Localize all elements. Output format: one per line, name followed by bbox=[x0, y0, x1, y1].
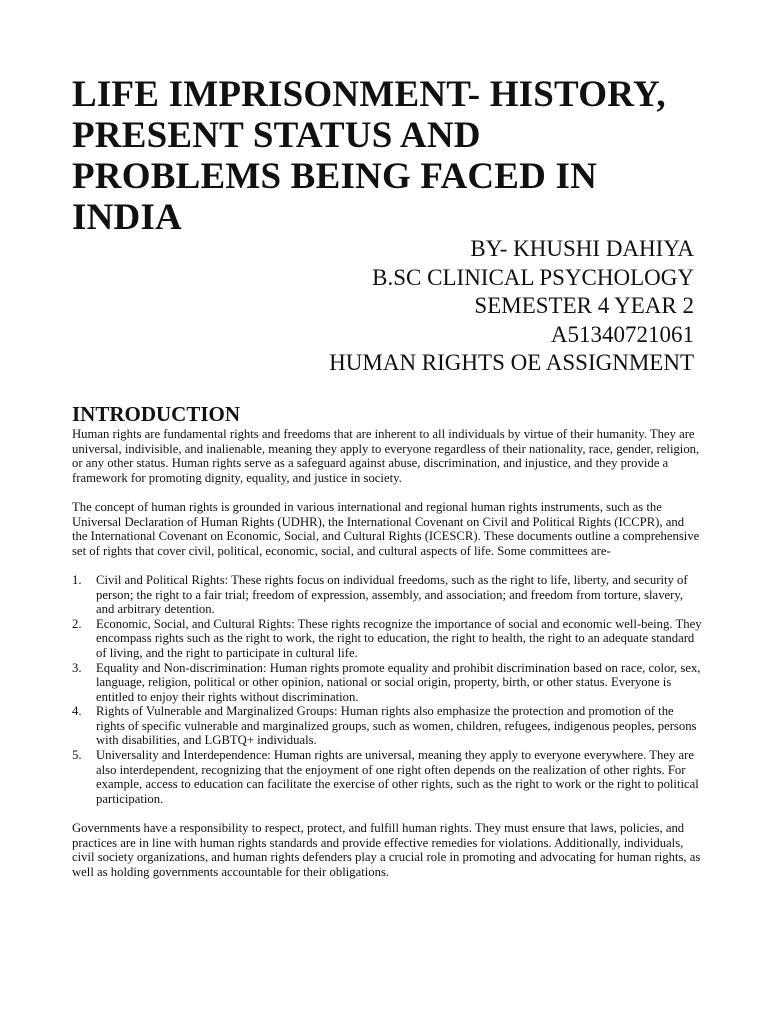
paragraph: Human rights are fundamental rights and freedoms that are inherent to all individuals by virtue of their humanity. They are universal, indivisible, and inalienable, meaning they apply to everyone regardless of their nationality, race, gender, religion, or any other status. Human rights serve as a safeguard against abuse, discrimination, and injustice, and they provide a framework for promoting dignity, equality, and justice in society. bbox=[72, 427, 700, 485]
list-number: 4. bbox=[72, 704, 82, 719]
author-id: A51340721061 bbox=[550, 321, 694, 347]
list-item-text: Civil and Political Rights: These rights focus on individual freedoms, such as the right to life, liberty, and security of person; the right to a fair trial; freedom of expression, assembly, and association; and freedom from torture, slavery, and arbitrary detention. bbox=[96, 572, 688, 617]
list-item bbox=[72, 661, 702, 705]
list-item bbox=[72, 617, 702, 661]
list-item bbox=[72, 704, 702, 748]
paragraph: Governments have a responsibility to respect, protect, and fulfill human rights. They must ensure that laws, policies, and practices are in line with human rights standards and provide effective remedies for violations. Additionally, individuals, civil society organizations, and human rights defenders play a crucial role in promoting and advocating for human rights, as well as holding governments accountable for their obligations. bbox=[72, 821, 701, 879]
author-block bbox=[74, 235, 694, 378]
title-line: LIFE IMPRISONMENT- HISTORY, bbox=[72, 74, 666, 115]
author-name: BY- KHUSHI DAHIYA bbox=[470, 236, 694, 261]
section-heading: INTRODUCTION bbox=[72, 402, 241, 426]
list-item bbox=[72, 748, 702, 806]
paragraph: The concept of human rights is grounded in various international and regional human rights instruments, such as the Universal Declaration of Human Rights (UDHR), the International Covenant on Civil and Political Rights (ICCPR), and the International Covenant on Economic, Social, and Cultural Rights (ICESCR). These documents outline a comprehensive set of rights that cover civil, political, economic, social, and cultural aspects of life. Some committees are- bbox=[72, 499, 700, 558]
rights-list bbox=[72, 573, 702, 807]
author-course: B.SC CLINICAL PSYCHOLOGY bbox=[372, 264, 694, 290]
title-line: INDIA bbox=[72, 197, 182, 238]
list-number: 5. bbox=[72, 748, 82, 763]
list-item-text: Universality and Interdependence: Human rights are universal, meaning they apply to everyone everywhere. They are also interdependent, recognizing that the enjoyment of one right often depends on the realization of other rights. For example, access to education can facilitate the exercise of other rights, such as the right to work or the right to political participation. bbox=[96, 748, 699, 806]
list-item-text: Rights of Vulnerable and Marginalized Groups: Human rights also emphasize the protection and promotion of the rights of specific vulnerable and marginalized groups, such as women, children, refugees, indigenous peoples, persons with disabilities, and LGBTQ+ individuals. bbox=[96, 704, 697, 748]
author-semester: SEMESTER 4 YEAR 2 bbox=[474, 293, 694, 318]
title-line: PRESENT STATUS AND bbox=[72, 115, 481, 156]
list-item-text: Economic, Social, and Cultural Rights: These rights recognize the importance of social and economic well-being. They encompass rights such as the right to work, the right to education, the right to health, the right to an adequate standard of living, and the right to participate in cultural life. bbox=[96, 616, 702, 660]
list-number: 3. bbox=[72, 660, 82, 675]
document-body bbox=[72, 427, 702, 894]
assignment-name: HUMAN RIGHTS OE ASSIGNMENT bbox=[329, 350, 694, 375]
list-item-text: Equality and Non-discrimination: Human rights promote equality and prohibit discrimination based on race, color, sex, language, religion, political or other opinion, national or social origin, property, birth, or other status. Everyone is entitled to enjoy their rights without discrimination. bbox=[96, 660, 701, 704]
document-title bbox=[72, 74, 712, 238]
list-item bbox=[72, 573, 702, 617]
list-number: 1. bbox=[72, 572, 82, 587]
list-number: 2. bbox=[72, 616, 82, 631]
title-line: PROBLEMS BEING FACED IN bbox=[72, 156, 598, 197]
